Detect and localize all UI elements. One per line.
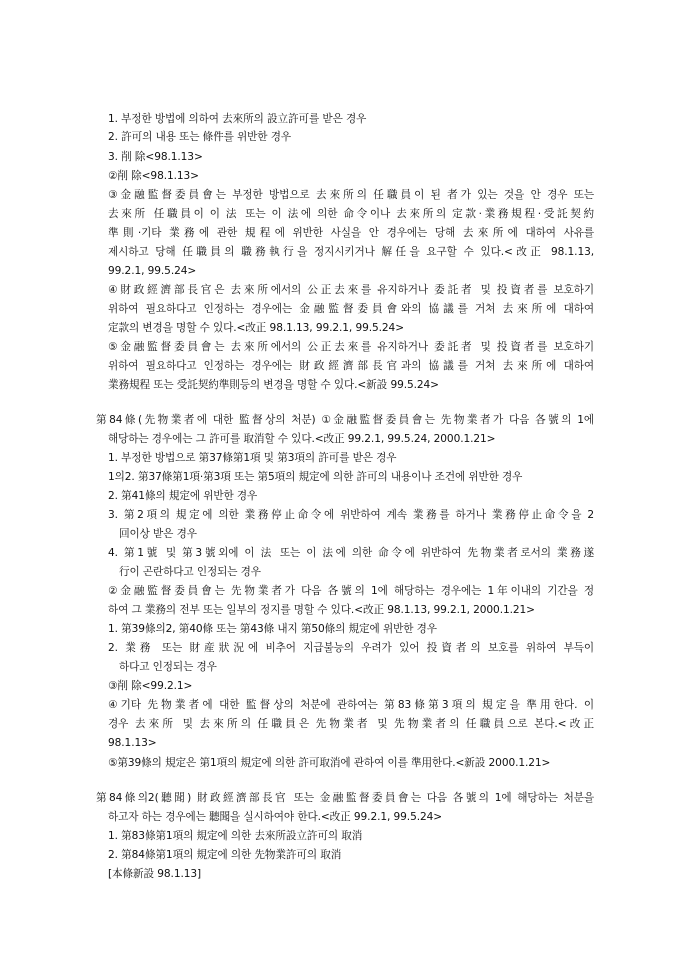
text-line: 2. 第41條의 規定에 위반한 경우 (108, 490, 258, 502)
text-line: 하여 그 業務의 전부 또는 일부의 정지를 명할 수 있다.<改正 98.1.13, 99.2.1, 2000.1.21> (108, 604, 535, 616)
text-line: 하다고 인정되는 경우 (119, 661, 217, 673)
text-line: 하고자 하는 경우에는 聽聞을 실시하여야 한다.<改正 99.2.1, 99.5.24> (108, 811, 443, 823)
text-line: 準則·기타 業務에 관한 規程에 위반한 사실을 안 경우에는 당해 去來所에 대하여 사유를 (108, 227, 594, 239)
text-line: 99.2.1, 99.5.24> (108, 265, 197, 277)
text-line: ⑤第39條의 規定은 第1項의 規定에 의한 許可取消에 관하여 이를 準用한다.<新設 2000.1.21> (108, 757, 551, 769)
text-line: 1. 第83條第1項의 規定에 의한 去來所設立許可의 取消 (108, 830, 363, 842)
text-line: [本條新設 98.1.13] (108, 868, 202, 880)
text-line: ⑤金融監督委員會는 去來所에서의 公正去來를 유지하거나 委託者 및 投資者를 보호하기 (108, 341, 594, 353)
text-line: ④財政經濟部長官은 去來所에서의 公正去來를 유지하거나 委託者 및 投資者를 보호하기 (108, 284, 594, 296)
text-line: 行이 곤란하다고 인정되는 경우 (119, 566, 261, 578)
text-line: 제시하고 당해 任職員의 職務執行을 정지시키거나 解任을 요구할 수 있다.<改正 98.1.13, (108, 246, 594, 258)
text-line: 1. 부정한 방법에 의하여 去來所의 設立許可를 받은 경우 (108, 113, 367, 125)
text-line: 1의2. 第37條第1項·第3項 또는 第5項의 規定에 의한 許可의 내용이나 조건에 위반한 경우 (108, 471, 523, 483)
text-line: 2. 第84條第1項의 規定에 의한 先物業許可의 取消 (108, 849, 342, 861)
text-line: 경우 去來所 및 去來所의 任職員은 先物業者 및 先物業者의 任職員으로 본다.<改正 (108, 718, 594, 730)
text-line: ②金融監督委員會는 先物業者가 다음 各號의 1에 해당하는 경우에는 1年이내의 기간을 정 (108, 585, 594, 597)
text-line: ③削 除<99.2.1> (108, 680, 193, 692)
text-line: 業務規程 또는 受託契約準則등의 변경을 명할 수 있다.<新設 99.5.24> (108, 379, 439, 391)
text-line: 定款의 변경을 명할 수 있다.<改正 98.1.13, 99.2.1, 99.5.24> (108, 322, 404, 334)
article-heading: 第84條(先物業者에 대한 監督상의 처분) ①金融監督委員會는 先物業者가 다음 各號의 1에 (96, 414, 594, 426)
text-line: 위하여 필요하다고 인정하는 경우에는 金融監督委員會와의 協議를 거쳐 去來所에 대하여 (108, 303, 594, 315)
text-line: 해당하는 경우에는 그 許可를 取消할 수 있다.<改正 99.2.1, 99.5.24, 2000.1.21> (108, 433, 496, 445)
text-line: 回이상 받은 경우 (119, 528, 197, 540)
text-line: ③金融監督委員會는 부정한 방법으로 去來所의 任職員이 된 者가 있는 것을 안 경우 또는 (108, 189, 594, 201)
text-line: 3. 第2項의 規定에 의한 業務停止命令에 위반하여 계속 業務를 하거나 業務停止命令을 2 (108, 509, 594, 521)
text-line: 2. 許可의 내용 또는 條件를 위반한 경우 (108, 131, 291, 143)
text-line: ④기타 先物業者에 대한 監督상의 처분에 관하여는 第83條第3項의 規定을 準用한다. 이 (108, 699, 594, 711)
article-heading: 第84條의2(聽聞) 財政經濟部長官 또는 金融監督委員會는 다음 各號의 1에 해당하는 처분을 (96, 792, 594, 804)
text-line: 위하여 필요하다고 인정하는 경우에는 財政經濟部長官과의 協議를 거쳐 去來所에 대하여 (108, 360, 594, 372)
text-line: 3. 削 除<98.1.13> (108, 151, 203, 163)
text-line: 98.1.13> (108, 737, 157, 749)
text-line: 1. 第39條의2, 第40條 또는 第43條 내지 第50條의 規定에 위반한 경우 (108, 623, 437, 635)
text-line: 2. 業務 또는 財産狀況에 비추어 지급불능의 우려가 있어 投資者의 보호를 위하여 부득이 (108, 642, 594, 654)
text-line: ②削 除<98.1.13> (108, 170, 199, 182)
text-line: 1. 부정한 방법으로 第37條第1項 및 第3項의 許可를 받은 경우 (108, 452, 397, 464)
text-line: 去來所 任職員이 이 法 또는 이 法에 의한 命令이나 去來所의 定款·業務規程·受託契約 (108, 208, 594, 220)
text-line: 4. 第1號 및 第3號외에 이 法 또는 이 法에 의한 命令에 위반하여 先物業者로서의 業務遂 (108, 547, 594, 559)
